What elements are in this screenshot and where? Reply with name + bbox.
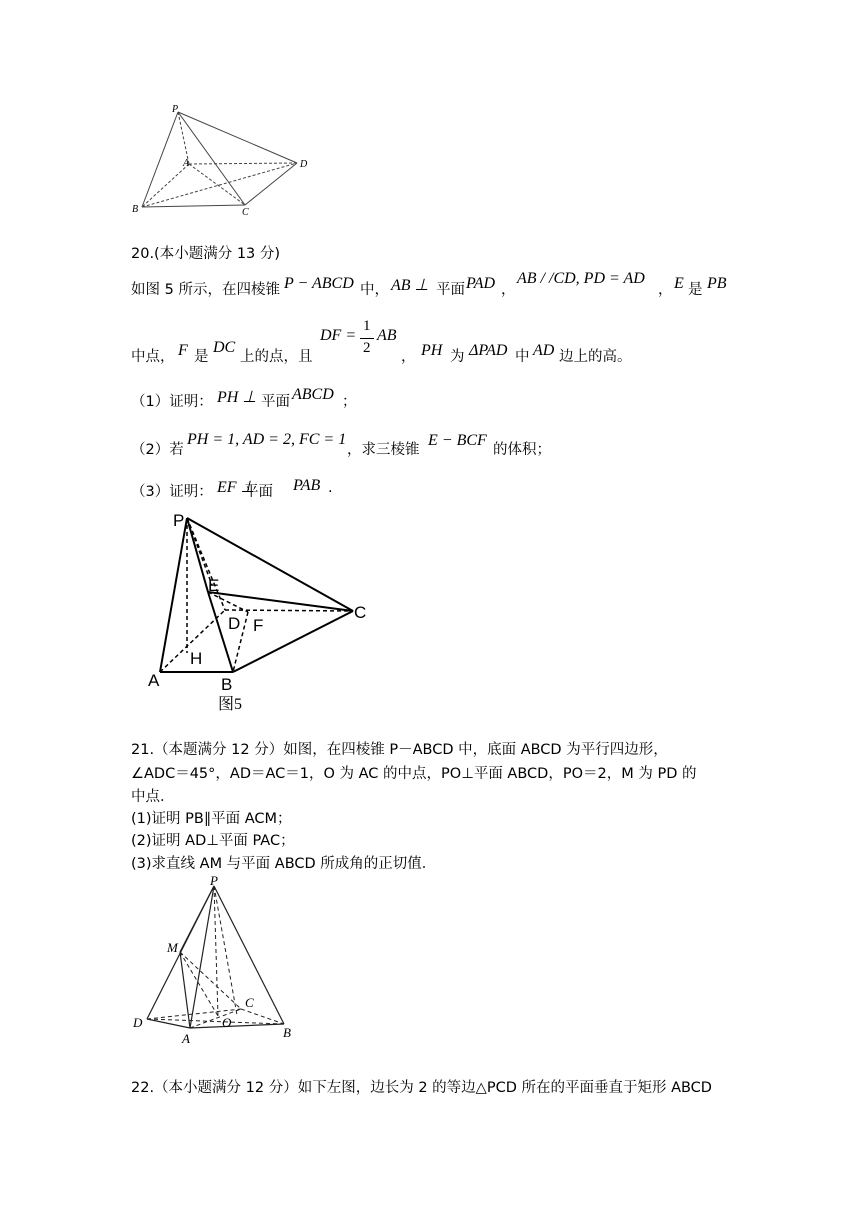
q20-part1-text1: （1）证明： (131, 394, 213, 410)
q20-line2-math3a: DF = (320, 327, 357, 344)
q20-line1-math2: AB ⊥ (391, 277, 429, 294)
q22-line1: 22.（本小题满分 12 分）如下左图，边长为 2 的等边△PCD 所在的平面垂直于矩形 ABCD (131, 1080, 712, 1096)
q20-line2-text6: 中 (515, 349, 530, 365)
label-b: B (132, 204, 139, 215)
q20-part3-text1: （3）证明： (131, 484, 213, 500)
q21-part2: (2)证明 AD⊥平面 PAC； (131, 833, 295, 849)
q20-part1-math1: PH ⊥ (217, 389, 257, 406)
q20-part2-math2: E − BCF (428, 432, 487, 449)
q21-label-o: O (222, 1015, 232, 1030)
label-d: D (300, 159, 308, 170)
q20-line1-math6: PB (707, 275, 727, 292)
q21-line2: ∠ADC＝45°，AD＝AC＝1，O 为 AC 的中点，PO⊥平面 ABCD，PO＝2，M 为 PD 的 (131, 766, 697, 782)
q20-line1-text3: 平面 (436, 282, 465, 298)
fraction-numerator: 1 (363, 318, 371, 334)
q20-line2-text7: 边上的高。 (559, 349, 632, 365)
q21-label-a: A (182, 1031, 190, 1046)
fraction-denominator: 2 (363, 340, 371, 356)
q20-line1-text4: ， (501, 282, 516, 298)
label-p: P (172, 104, 179, 115)
fig5-label-a: A (148, 671, 160, 690)
q20-part2-text2: ，求三棱锥 (347, 442, 420, 458)
q20-line2-text4: ， (401, 349, 416, 365)
q20-header: 20.(本小题满分 13 分) (131, 246, 281, 262)
q20-line1-text2: 中， (360, 282, 389, 298)
q20-line2-math2: DC (213, 339, 236, 356)
q20-line2-math1: F (178, 342, 188, 359)
q20-line1-math3: PAD (466, 275, 496, 292)
figure-5-caption: 图5 (218, 696, 243, 713)
fig5-label-c: C (354, 603, 367, 622)
q20-line1-math1: P − ABCD (284, 275, 354, 292)
q20-line2-math6: AD (533, 342, 555, 359)
q21-part3: (3)求直线 AM 与平面 ABCD 所成角的正切值． (131, 856, 437, 872)
q20-line2-text1: 中点， (131, 349, 175, 365)
q21-label-d: D (133, 1015, 143, 1030)
q21-line1: 21.（本题满分 12 分）如图，在四棱锥 P－ABCD 中，底面 ABCD 为平行四边形， (131, 742, 668, 758)
q20-line2-math5: ΔPAD (469, 342, 508, 359)
q21-pyramid-figure (130, 872, 310, 1047)
fig5-label-e: E (208, 576, 220, 595)
q20-line2-text5: 为 (450, 349, 465, 365)
q20-line1-text5: ， (658, 282, 673, 298)
q20-part3-math2: PAB (293, 477, 321, 494)
q20-part3-text3: . (328, 480, 333, 496)
q20-part2-text1: （2）若 (131, 442, 184, 458)
q20-line1-math4: AB / /CD, PD = AD (517, 270, 645, 287)
q20-line1-text6: 是 (688, 282, 703, 298)
q20-line2-math4: PH (421, 342, 443, 359)
q20-part1-math2: ABCD (292, 386, 334, 403)
q20-part1-text3: ； (342, 394, 357, 410)
fig5-label-f: F (253, 616, 264, 635)
label-c: C (242, 207, 249, 218)
fraction-bar (360, 338, 374, 339)
q20-part1-text2: 平面 (261, 394, 290, 410)
q20-line1-text1: 如图 5 所示，在四棱锥 (131, 282, 280, 298)
q21-label-m: M (167, 940, 178, 955)
q21-line3: 中点． (131, 789, 175, 805)
figure-5-pyramid (140, 510, 380, 710)
q21-part1: (1)证明 PB∥平面 ACM； (131, 811, 292, 827)
fig5-label-b: B (221, 675, 233, 694)
fig5-label-p: P (173, 511, 185, 530)
q20-part2-text3: 的体积； (493, 442, 551, 458)
fig5-label-d: D (228, 614, 241, 633)
top-pyramid-figure (125, 100, 325, 220)
q20-line2-text2: 是 (194, 349, 209, 365)
q20-line2-text3: 上的点，且 (240, 349, 313, 365)
q20-line1-math5: E (674, 275, 684, 292)
q20-part3-text2: 平面 (244, 484, 273, 500)
q21-label-p: P (210, 873, 218, 888)
q20-part3-math1: EF ⊥ (217, 479, 255, 496)
q21-label-b: B (283, 1025, 291, 1040)
fig5-label-h: H (190, 649, 203, 668)
q21-label-c: C (245, 995, 254, 1010)
q20-part2-math1: PH = 1, AD = 2, FC = 1 (187, 431, 347, 448)
label-a: A (183, 158, 190, 169)
q20-line2-math3b: AB (377, 327, 397, 344)
